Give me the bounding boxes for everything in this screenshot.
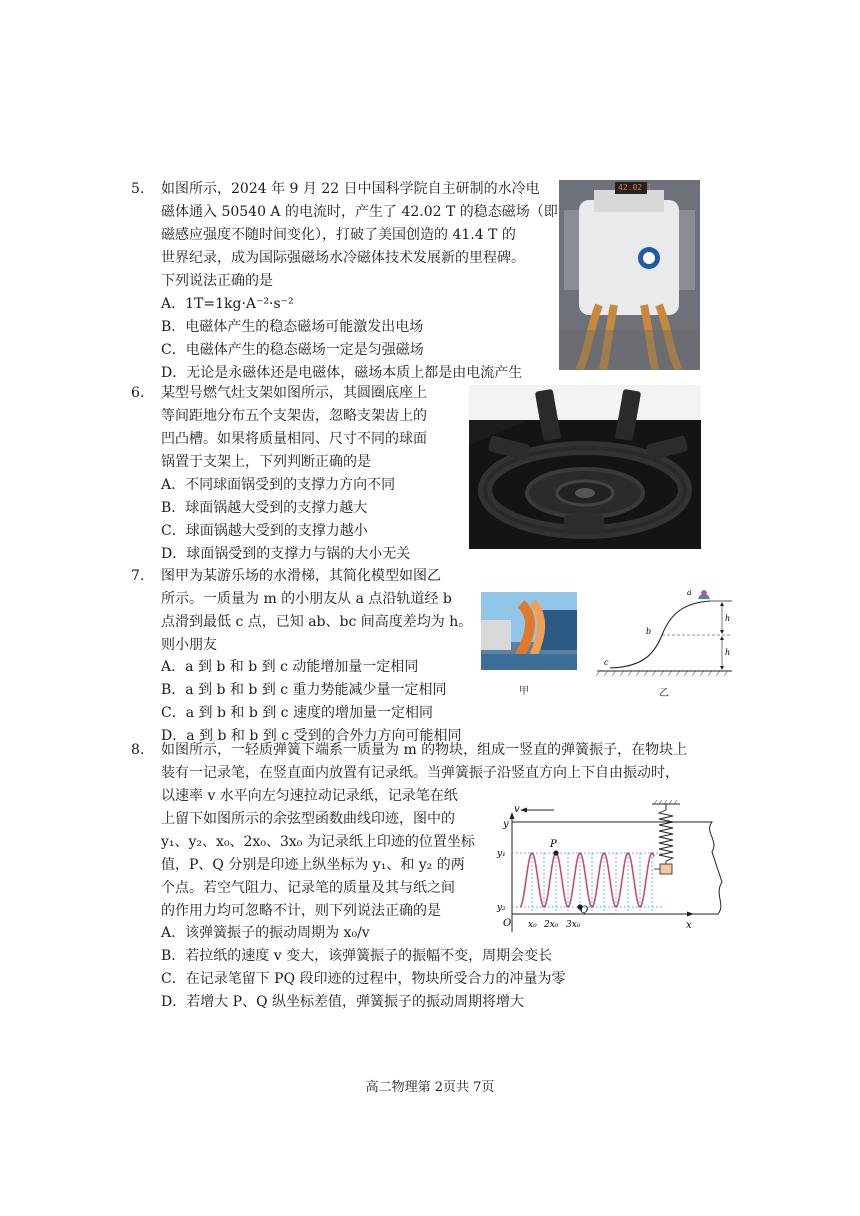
question-text-line: 如图所示，2024 年 9 月 22 日中国科学院自主研制的水冷电 [161,181,540,197]
page-footer: 高二物理第 2页共 7页 [365,1080,495,1095]
p-label: P [550,839,557,850]
q-label: Q [580,905,589,916]
cosine-trace [520,853,654,907]
h-label-upper: h [725,614,731,623]
question-text-line: 磁体通入 50540 A 的电流时，产生了 42.02 T 的稳态磁场（即 [161,204,558,220]
option-c: C．a 到 b 和 b 到 c 速度的增加量一定相同 [161,705,433,721]
question-number: 7. [131,568,145,584]
spring-oscillator-diagram [494,800,734,938]
x-tick-label: 2x₀ [544,920,559,930]
question-text-line: 上留下如图所示的余弦型函数曲线印迹，图中的 [161,811,455,827]
option-d: D．a 到 b 和 b 到 c 受到的合外力方向可能相同 [161,728,462,744]
stove-support-photo [469,385,701,549]
option-a: A．a 到 b 和 b 到 c 动能增加量一定相同 [161,659,419,675]
option-b: B．若拉纸的速度 v 变大，该弹簧振子的振幅不变，周期会变长 [161,948,553,964]
question-text-line: 某型号燃气灶支架如图所示，其圆圈底座上 [161,385,427,401]
option-c: C．电磁体产生的稳态磁场一定是匀强磁场 [161,342,424,358]
option-d: D．若增大 P、Q 纵坐标差值，弹簧振子的振动周期将增大 [161,994,525,1010]
question-text-line: 的作用力均可忽略不计，则下列说法正确的是 [161,903,441,919]
magnet-photo [559,180,700,370]
question-text-line: 磁感应强度不随时间变化），打破了美国创造的 41.4 T 的 [161,227,516,243]
question-text-line: 值，P、Q 分别是印迹上纵坐标为 y₁、和 y₂ 的两 [161,857,465,873]
x-tick-label: x₀ [528,920,537,930]
option-b: B．球面锅越大受到的支撑力越大 [161,500,368,516]
x-axis-label: x [686,920,692,931]
option-a: A．不同球面锅受到的支撑力方向不同 [161,477,396,493]
question-text-line: 个点。若空气阻力、记录笔的质量及其与纸之间 [161,880,455,896]
option-c: C．在记录笔留下 PQ 段印迹的过程中，物块所受合力的冲量为零 [161,971,566,987]
question-text-line: 图甲为某游乐场的水滑梯，其简化模型如图乙 [161,568,441,584]
water-slide-photo [481,592,577,670]
point-p-marker [553,850,558,855]
origin-label: O [503,918,512,929]
option-c: C．球面锅越大受到的支撑力越小 [161,523,368,539]
question-text-line: 凹凸槽。如果将质量相同、尺寸不同的球面 [161,431,427,447]
question-text-line: 世界纪录，成为国际强磁场水冷磁体技术发展新的里程碑。 [161,250,525,266]
question-text-line: 点滑到最低 c 点，已知 ab、bc 间高度差均为 h。 [161,614,473,630]
question-number: 8. [131,742,145,758]
figure-caption-left: 甲 [519,686,529,697]
question-text-line: 则小朋友 [161,637,217,653]
question-text-line: 如图所示，一轻质弹簧下端系一质量为 m 的物块，组成一竖直的弹簧振子，在物块上 [161,742,688,758]
question-text-line: 下列说法正确的是 [161,273,273,289]
figure-caption-right: 乙 [659,688,669,699]
h-label-lower: h [725,648,731,657]
option-b: B．a 到 b 和 b 到 c 重力势能减少量一定相同 [161,682,447,698]
question-text-line: 所示。一质量为 m 的小朋友从 a 点沿轨道经 b [161,591,452,607]
point-a-label: a [687,588,692,597]
slide-diagram [592,585,742,685]
point-c-label: c [604,658,609,667]
x-tick-label: 3x₀ [566,920,581,930]
question-text-line: 装有一记录笔，在竖直面内放置有记录纸。当弹簧振子沿竖直方向上下自由振动时， [161,765,679,781]
question-number: 6. [131,385,145,401]
option-a: A．该弹簧振子的振动周期为 x₀/v [161,925,370,941]
option-d: D．球面锅受到的支撑力与锅的大小无关 [161,546,411,562]
magnet-display: 42.02 T [618,183,652,192]
y2-label: y₂ [497,903,506,913]
y-axis-label: y [503,819,509,830]
question-text-line: 以速率 v 水平向左匀速拉动记录纸，记录笔在纸 [161,788,458,804]
point-b-label: b [646,627,652,636]
option-a: A．1T=1kg·A⁻²·s⁻² [161,296,294,312]
question-text-line: 等间距地分布五个支架齿，忽略支架齿上的 [161,408,427,424]
question-text-line: y₁、y₂、x₀、2x₀、3x₀ 为记录纸上印迹的位置坐标 [161,834,475,850]
option-b: B．电磁体产生的稳态磁场可能激发出电场 [161,319,424,335]
option-d: D．无论是永磁体还是电磁体，磁场本质上都是由电流产生 [161,365,523,381]
question-number: 5. [131,181,145,197]
velocity-label: v [514,804,520,815]
question-text-line: 锅置于支架上，下列判断正确的是 [161,454,371,470]
y1-label: y₁ [497,849,506,859]
